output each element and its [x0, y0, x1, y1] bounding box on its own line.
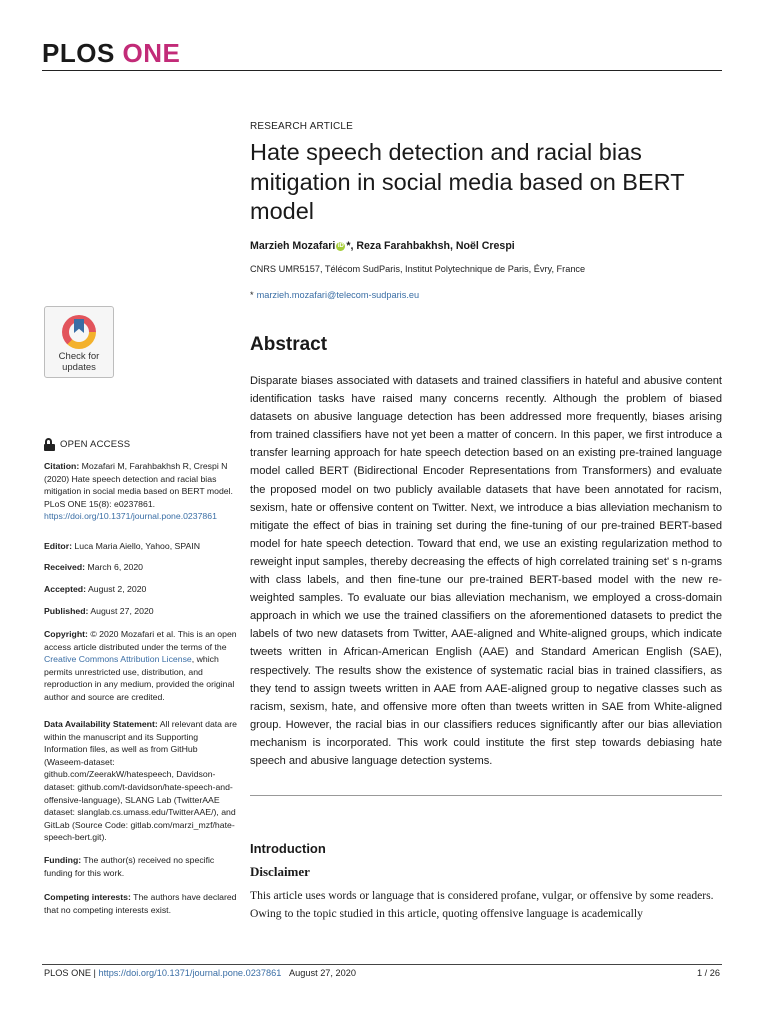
citation-text: Mozafari M, Farahbakhsh R, Crespi N (2020) Hate speech detection and racial bias mitigation in social media based on BERT model. PLoS ONE 15(8): e0237861.: [44, 461, 233, 509]
received-block: [44, 561, 239, 574]
page-number: 1 / 26: [697, 968, 720, 978]
funding-text: The author(s) received no specific funding for this work.: [44, 855, 215, 878]
received-label: Received:: [44, 562, 86, 572]
published-text: August 27, 2020: [90, 606, 154, 616]
editor-label: Editor:: [44, 541, 72, 551]
article-type: RESEARCH ARTICLE: [250, 121, 354, 132]
introduction-heading: Introduction: [250, 841, 326, 856]
footer-date: August 27, 2020: [289, 968, 356, 978]
footer-divider: [42, 964, 722, 965]
logo-one: ONE: [122, 38, 181, 68]
abstract-text: Disparate biases associated with datasets and trained classifiers in hateful and abusive content identification tasks have raised many concerns recently. Although the problem of biased datasets on abusive language detection has been addressed more frequently, biases arising from trained classifiers have not yet been a matter of concern. In this paper, we first introduce a transfer learning approach for hate speech detection based on an existing pre-trained language model called BERT (Bidirectional Encoder Representations from Transformers) and evaluate the proposed model on two publicly available datasets that have been annotated for racism, sexism, hate or offensive content on Twitter. Next, we introduce a bias alleviation mechanism to mitigate the effect of bias in training set during the fine-tuning of our pre-trained BERT-based model for hate speech detection. Toward that end, we use an existing regularization method to reweight input samples, thereby decreasing the effects of high correlated training set' s n-grams with class labels, and then fine-tune our pre-trained BERT-based model with the new re-weighted samples. To evaluate our bias alleviation mechanism, we employed a cross-domain approach in which we use the trained classifiers on the aforementioned datasets to predict the labels of two new datasets from Twitter, AAE-aligned and White-aligned groups, which indicate tweets written in African-American English (AAE) and Standard American English (SAE), respectively. The results show the existence of systematic racial bias in trained classifiers, as they tend to assign tweets written in AAE from AAE-aligned group to negative classes such as racism, sexism, hate, and offensive more often than tweets written in SAE from White-aligned group. However, the racial bias in our classifiers reduces significantly after our bias alleviation mechanism is incorporated. This work could institute the first step towards debiasing hate speech and abusive language detection systems.: [250, 375, 722, 767]
email-marker: *: [250, 290, 254, 300]
copyright-text-1: © 2020 Mozafari et al. This is an open access article distributed under the terms of the: [44, 629, 237, 652]
editor-block: [44, 540, 239, 553]
copyright-text-2: , which permits unrestricted use, distribution, and reproduction in any medium, provided the original author and source are credited.: [44, 654, 235, 702]
footer-separator: |: [90, 968, 99, 978]
accepted-label: Accepted:: [44, 584, 86, 594]
received-text: March 6, 2020: [87, 562, 144, 572]
affiliation: CNRS UMR5157, Télécom SudParis, Institut Polytechnique de Paris, Évry, France: [250, 264, 586, 274]
check-for-updates-label: Check for updates: [58, 351, 100, 373]
accepted-block: [44, 583, 239, 596]
funding-block: [44, 854, 239, 879]
data-availability-block: [44, 718, 239, 844]
header-divider: [42, 70, 722, 71]
abstract-divider: [250, 795, 722, 796]
footer-doi-link[interactable]: https://doi.org/10.1371/journal.pone.0237861: [98, 968, 282, 978]
disclaimer-text: This article uses words or language that is considered profane, vulgar, or offensive by some readers. Owing to the topic studied in this article, quoting offensive language is academically: [250, 889, 714, 920]
email-link[interactable]: marzieh.mozafari@telecom-sudparis.eu: [256, 290, 420, 300]
abstract-heading: Abstract: [250, 334, 328, 355]
data-availability-label: Data Availability Statement:: [44, 719, 158, 729]
footer-journal: PLOS ONE: [44, 968, 91, 978]
funding-label: Funding:: [44, 855, 82, 865]
author-names-rest[interactable]: *, Reza Farahbakhsh, Noël Crespi: [346, 240, 515, 252]
author-name[interactable]: Marzieh Mozafari: [250, 240, 336, 252]
open-access-badge: [44, 438, 130, 451]
logo-plos: PLOS: [42, 38, 115, 68]
citation-doi-link[interactable]: https://doi.org/10.1371/journal.pone.0237861: [44, 511, 217, 522]
editor-text: Luca Maria Aiello, Yahoo, SPAIN: [74, 541, 200, 551]
journal-logo[interactable]: [42, 38, 180, 69]
check-for-updates-badge[interactable]: [44, 306, 114, 378]
article-title: Hate speech detection and racial bias mitigation in social media based on BERT model: [250, 139, 685, 224]
copyright-label: Copyright:: [44, 629, 88, 639]
accepted-text: August 2, 2020: [87, 584, 147, 594]
disclaimer-heading: Disclaimer: [250, 864, 310, 879]
competing-interests-text: The authors have declared that no competing interests exist.: [44, 892, 237, 915]
corresponding-email: [250, 290, 419, 300]
published-block: [44, 605, 239, 618]
published-label: Published:: [44, 606, 89, 616]
open-lock-icon: [44, 438, 55, 451]
competing-interests-block: [44, 891, 239, 916]
footer-citation: [44, 968, 356, 978]
citation-label: Citation:: [44, 461, 80, 471]
open-access-label: OPEN ACCESS: [60, 439, 131, 450]
copyright-block: [44, 628, 239, 704]
citation-block: [44, 460, 239, 523]
author-list: [250, 240, 515, 252]
license-link[interactable]: Creative Commons Attribution License: [44, 654, 192, 665]
orcid-icon[interactable]: iD: [337, 242, 344, 249]
competing-interests-label: Competing interests:: [44, 892, 131, 902]
data-availability-text: All relevant data are within the manuscript and its Supporting Information files, as well as from GitHub (Waseem-dataset: github.com/ZeerakW/hatespeech, Davidson-dataset: github.com/t-davidson/hate-speech-and-offensive-language), SLANG Lab (TwitterAAE dataset: slanglab.cs.umass.edu/TwitterAAE/), and GitLab (Source Code: gitlab.com/marzi_mzf/hate-speech-bert.git).: [44, 719, 237, 843]
